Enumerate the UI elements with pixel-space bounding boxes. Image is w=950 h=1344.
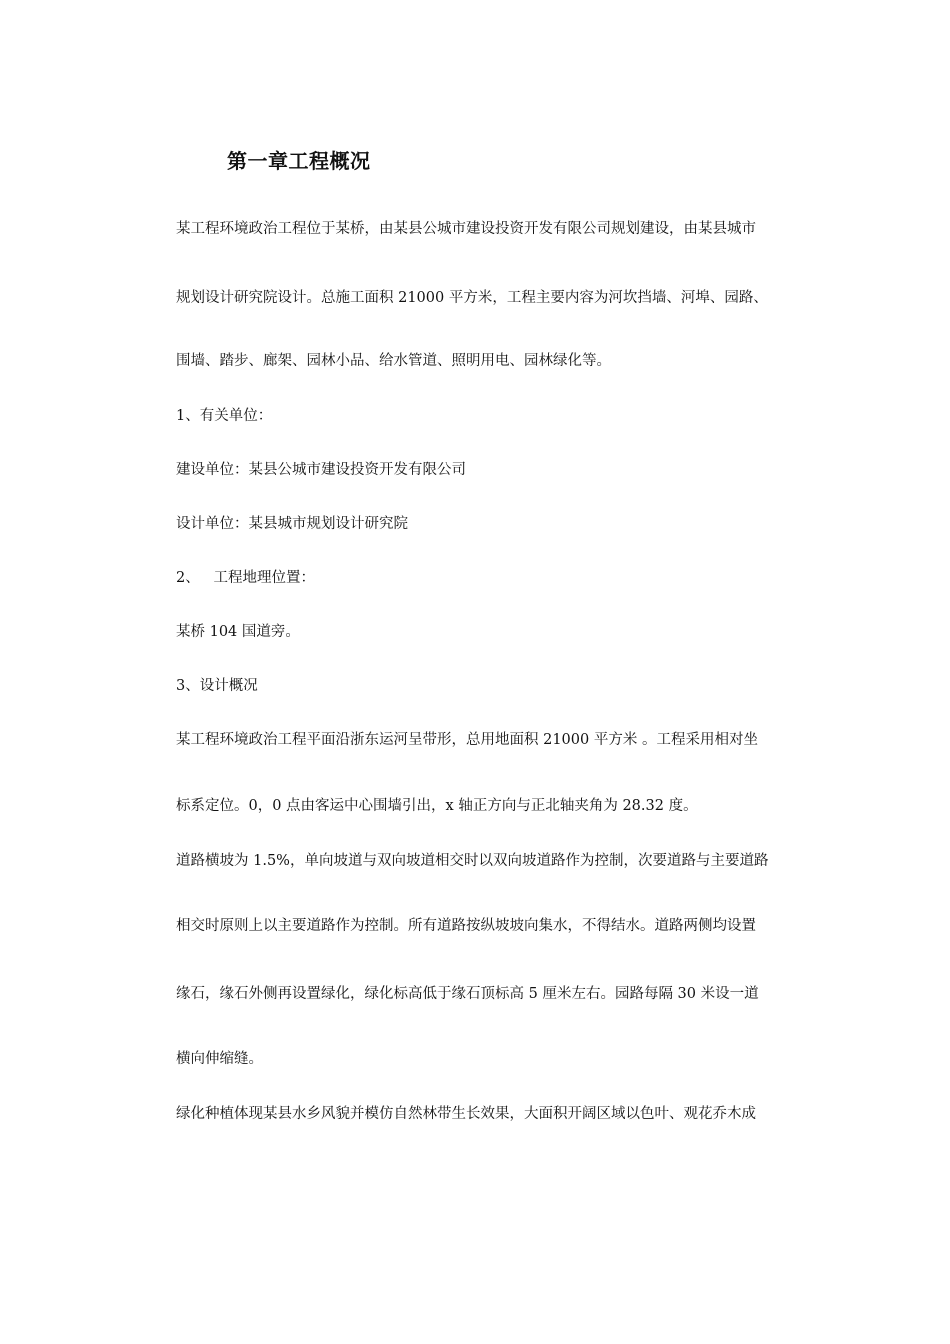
paragraph-line: 绿化种植体现某县水乡风貌并模仿自然林带生长效果，大面积开阔区域以色叶、观花乔木成 — [176, 1106, 756, 1122]
paragraph-line: 建设单位：某县公城市建设投资开发有限公司 — [176, 462, 466, 478]
section-heading: 1、有关单位： — [176, 408, 273, 424]
paragraph-line: 规划设计研究院设计。总施工面积 21000 平方米，工程主要内容为河坎挡墙、河埠、园路、 — [176, 290, 768, 306]
paragraph-line: 某工程环境政治工程平面沿浙东运河呈带形，总用地面积 21000 平方米 。工程采用相对坐 — [176, 732, 758, 748]
section-heading: 3、设计概况 — [176, 678, 258, 694]
paragraph-line: 围墙、踏步、廊架、园林小品、给水管道、照明用电、园林绿化等。 — [176, 353, 611, 369]
paragraph-line: 道路横坡为 1.5%，单向坡道与双向坡道相交时以双向坡道路作为控制，次要道路与主要道路 — [176, 853, 769, 869]
chapter-title: 第一章工程概况 — [227, 149, 371, 173]
paragraph-line: 设计单位：某县城市规划设计研究院 — [176, 516, 408, 532]
paragraph-line: 缘石，缘石外侧再设置绿化，绿化标高低于缘石顶标高 5 厘米左右。园路每隔 30 米设一道 — [176, 986, 759, 1002]
section-heading: 2、 工程地理位置： — [176, 570, 316, 586]
paragraph-line: 某桥 104 国道旁。 — [176, 624, 300, 640]
paragraph-line: 横向伸缩缝。 — [176, 1051, 263, 1067]
paragraph-line: 某工程环境政治工程位于某桥，由某县公城市建设投资开发有限公司规划建设，由某县城市 — [176, 221, 756, 237]
paragraph-line: 相交时原则上以主要道路作为控制。所有道路按纵坡坡向集水，不得结水。道路两侧均设置 — [176, 918, 756, 934]
paragraph-line: 标系定位。0，0 点由客运中心围墙引出，x 轴正方向与正北轴夹角为 28.32 度。 — [176, 798, 698, 814]
